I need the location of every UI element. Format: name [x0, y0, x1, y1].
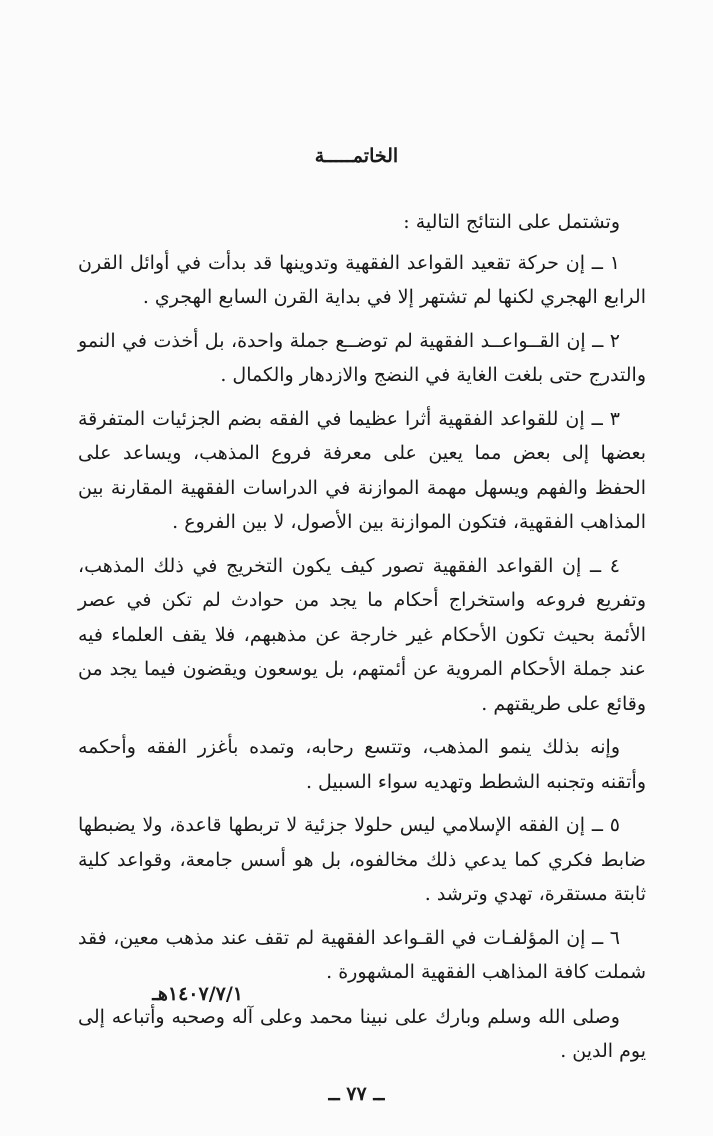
page-number: ــ ٧٧ ــ — [328, 1083, 385, 1105]
intro-paragraph: وتشتمل على النتائج التالية : — [403, 211, 620, 233]
point-5: ٥ ــ إن الفقه الإسلامي ليس حلولا جزئية لا تربطها قاعدة، ولا يضبطها ضابط فكري كما يدعي ذلك مخالفوه، بل هو أسس جامعة، وقواعد كلية ثابتة مستقرة، تهدي وترشد . — [78, 814, 646, 905]
document-body — [78, 205, 646, 1078]
point-1: ١ ــ إن حركة تقعيد القواعد الفقهية وتدوينها قد بدأت في أوائل القرن الرابع الهجري لكنها لم تشتهر إلا في بداية القرن السابع الهجري . — [78, 251, 646, 308]
page-title: الخاتمـــــة — [314, 145, 399, 167]
middle-paragraph: وإنه بذلك ينمو المذهب، وتتسع رحابه، وتمده بأغزر الفقه وأحكمه وأتقنه وتجنبه الشطط وتهديه سواء السبيل . — [78, 736, 646, 793]
point-3: ٣ ــ إن للقواعد الفقهية أثرا عظيما في الفقه بضم الجزئيات المتفرقة بعضها إلى بعض مما يعين على معرفة فروع المذهب، ويساعد على الحفظ والفهم ويسهل مهمة الموازنة في الدراسات الفقهية المقارنة بين المذاهب الفقهية، فتكون الموازنة بين الأصول، لا بين الفروع . — [78, 407, 646, 533]
closing-paragraph: وصلى الله وسلم وبارك على نبينا محمد وعلى آله وصحبه وأتباعه إلى يوم الدين . — [78, 1005, 646, 1062]
point-4: ٤ ــ إن القواعد الفقهية تصور كيف يكون التخريج في ذلك المذهب، وتفريع فروعه واستخراج أحكام ما يجد من حوادث لم تكن في عصر الأئمة بحيث تكون الأحكام غير خارجة عن مذهبهم، فلا يقف العلماء فيه عند جملة الأحكام المروية عن أئمتهم، بل يوسعون ويقضون فيما يجد من وقائع على طريقتهم . — [78, 554, 646, 715]
point-6: ٦ ــ إن المؤلفـات في القـواعد الفقهية لم تقف عند مذهب معين، فقد شملت كافة المذاهب الفقهية المشهورة . — [78, 926, 646, 983]
point-2: ٢ ــ إن القــواعــد الفقهية لم توضــع جملة واحدة، بل أخذت في النمو والتدرج حتى بلغت الغاية في النضج والازدهار والكمال . — [78, 329, 646, 386]
date-line: ١٤٠٧/٧/١هـ — [152, 983, 243, 1005]
